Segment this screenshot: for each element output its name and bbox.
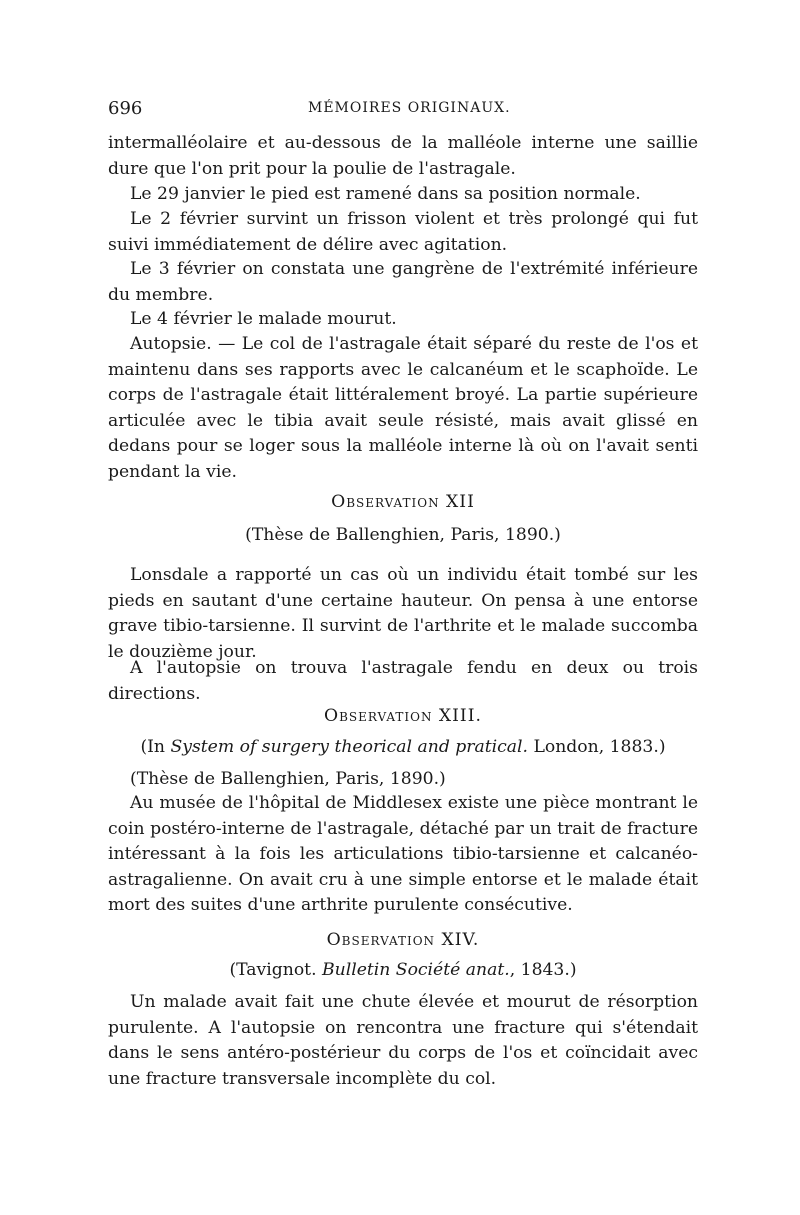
- observation-12-heading: Observation XII: [331, 492, 475, 512]
- paragraph-autopsie: Autopsie. — Le col de l'astragale était séparé du reste de l'os et maintenu dans ses rapports avec le calcanéum et le scaphoïde. Le corps de l'astragale était littéralement broyé. La partie supérieure articulée avec le tibia avait seule résisté, mais avait glissé en dedans pour se loger sous la malléole interne là où on l'avait senti pendant la vie.: [108, 334, 698, 482]
- observation-12-paragraph-1: Lonsdale a rapporté un cas où un individu était tombé sur les pieds en sautant d'une certaine hauteur. On pensa à une entorse grave tibio-tarsienne. Il survint de l'arthrite et le malade succomba le douzième jour.: [108, 565, 698, 662]
- observation-14-source-title: Bulletin Société anat.: [322, 960, 510, 980]
- observation-13-source-title: System of surgery theorical and pratical.: [170, 737, 528, 757]
- observation-14-source: [108, 958, 698, 983]
- paragraph-continuation: intermalléolaire et au-dessous de la malléole interne une saillie dure que l'on prit pour la poulie de l'astragale.: [108, 133, 698, 179]
- observation-12-source: (Thèse de Ballenghien, Paris, 1890.): [245, 525, 561, 545]
- page-number: 696: [108, 98, 143, 119]
- running-title: MÉMOIRES ORIGINAUX.: [308, 100, 511, 116]
- page-header: [108, 98, 698, 124]
- paragraph-jan-29: Le 29 janvier le pied est ramené dans sa position normale.: [130, 184, 641, 204]
- observation-13-source-pre: (In: [140, 737, 171, 757]
- observation-12-paragraph-2: A l'autopsie on trouva l'astragale fendu en deux ou trois directions.: [108, 658, 698, 704]
- observation-13-source-2: (Thèse de Ballenghien, Paris, 1890.): [130, 769, 446, 789]
- paragraph-feb-2: Le 2 février survint un frisson violent et très prolongé qui fut suivi immédiatement de délire avec agitation.: [108, 209, 698, 255]
- observation-14-heading: Observation XIV.: [326, 930, 480, 950]
- observation-14-paragraph-1: Un malade avait fait une chute élevée et mourut de résorption purulente. A l'autopsie on rencontra une fracture qui s'étendait dans le sens antéro-postérieur du corps de l'os et coïncidait avec une fracture transversale incomplète du col.: [108, 992, 698, 1089]
- paragraph-feb-3: Le 3 février on constata une gangrène de l'extrémité inférieure du membre.: [108, 259, 698, 305]
- observation-14-source-pre: (Tavignot.: [229, 960, 322, 980]
- observation-14-source-post: , 1843.): [509, 960, 577, 980]
- observation-13-paragraph-1: Au musée de l'hôpital de Middlesex existe une pièce montrant le coin postéro-interne de l'astragale, détaché par un trait de fracture intéressant à la fois les articulations tibio-tarsienne et calcanéo-astragalienne. On avait cru à une simple entorse et le malade était mort des suites d'une arthrite purulente consécutive.: [108, 793, 698, 915]
- observation-13-heading: Observation XIII.: [324, 706, 482, 726]
- observation-13-source-post: London, 1883.): [527, 737, 666, 757]
- observation-13-source: [108, 735, 698, 760]
- paragraph-feb-4: Le 4 février le malade mourut.: [130, 309, 397, 329]
